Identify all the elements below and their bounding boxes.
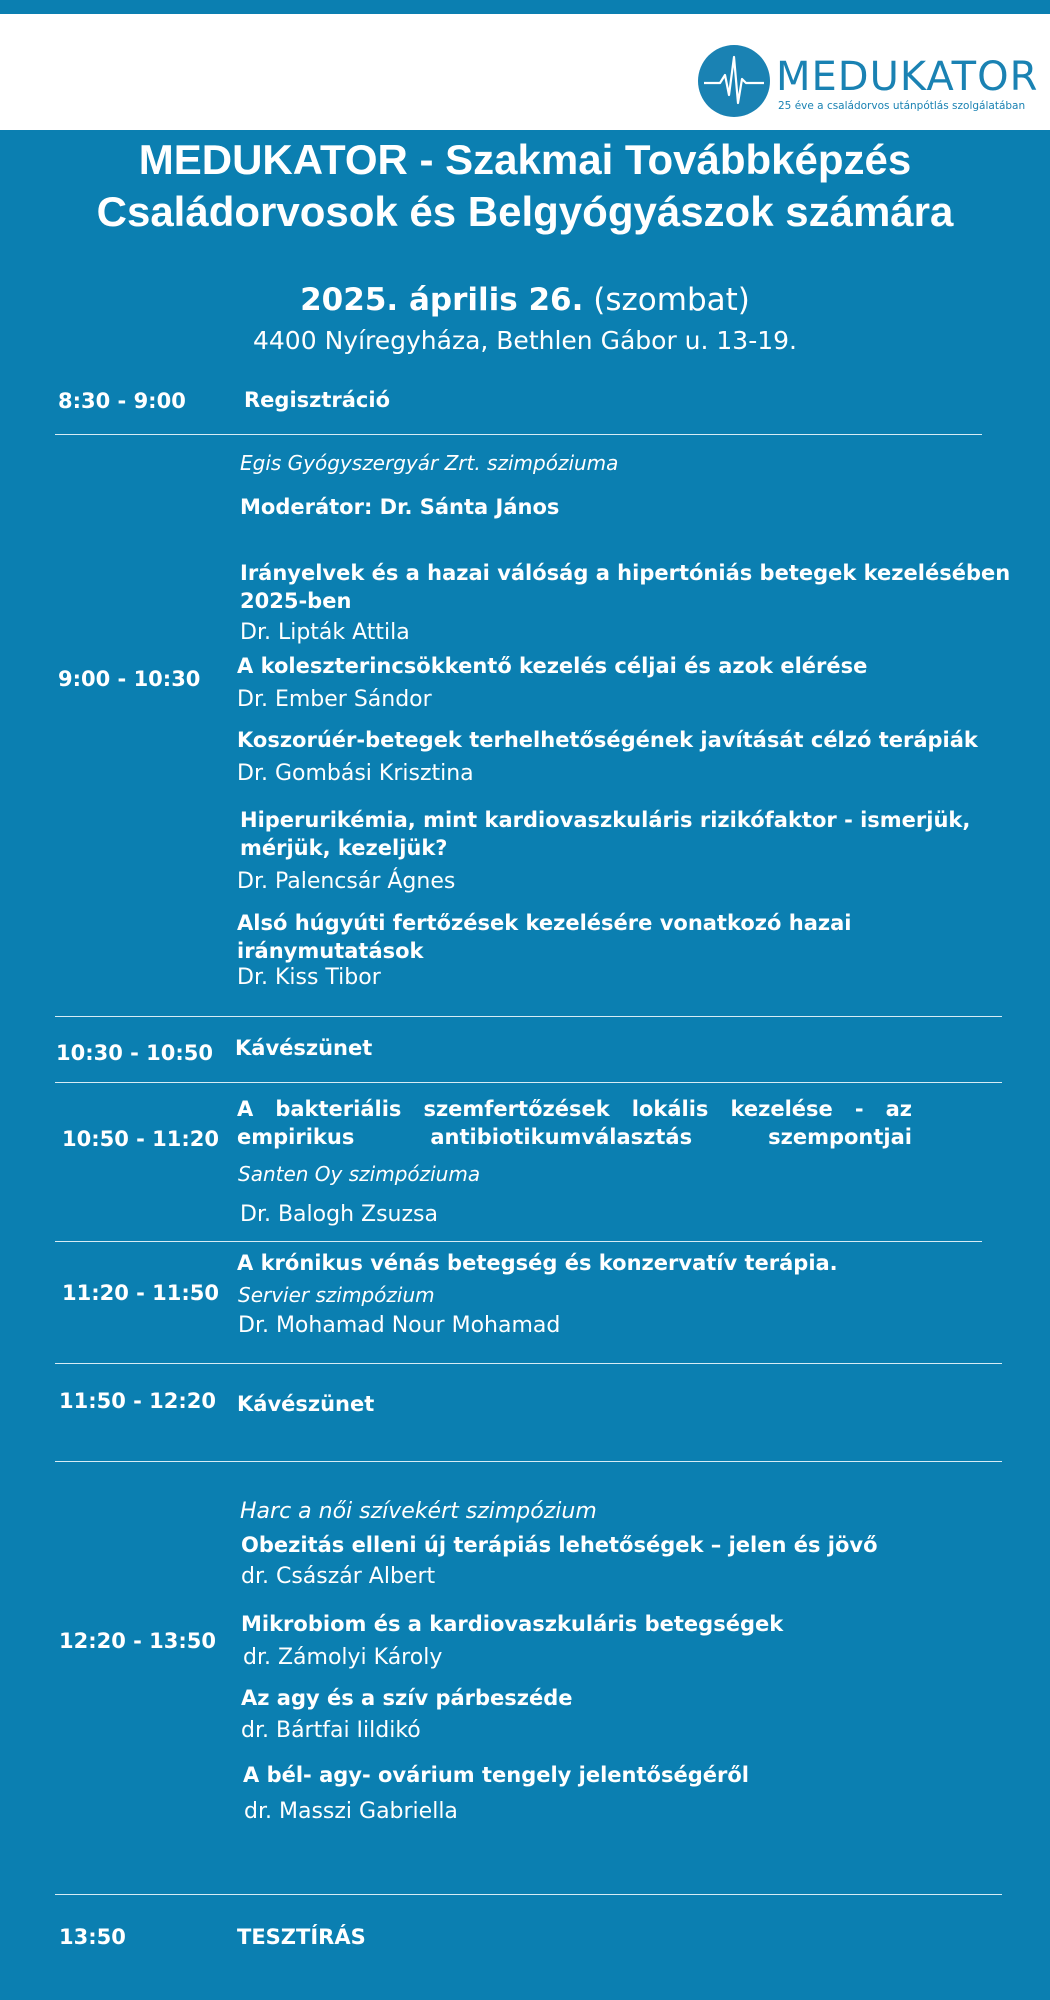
talk-title: Alsó húgyúti fertőzések kezelésére vonatkozó hazai iránymutatások: [237, 911, 852, 963]
speaker: dr. Bártfai Iildikó: [241, 1718, 421, 1743]
agenda-item: Regisztráció: [244, 388, 391, 412]
time-slot: 13:50: [59, 1925, 126, 1949]
time-slot: 11:20 - 11:50: [62, 1281, 220, 1305]
event-weekday: (szombat): [593, 282, 750, 318]
talk-title: A bél- agy- ovárium tengely jelentőségéről: [243, 1763, 749, 1787]
time-slot: 10:30 - 10:50: [56, 1041, 214, 1065]
speaker: Dr. Lipták Attila: [240, 620, 410, 645]
talk-title: Obezitás elleni új terápiás lehetőségek – jelen és jövő: [241, 1533, 878, 1557]
divider: [55, 1082, 1002, 1083]
title-line-1: MEDUKATOR - Szakmai Továbbképzés: [138, 136, 912, 183]
time-slot: 12:20 - 13:50: [59, 1629, 217, 1653]
agenda-item: Kávészünet: [235, 1036, 373, 1060]
speaker: Dr. Kiss Tibor: [237, 965, 381, 990]
time-slot: 10:50 - 11:20: [62, 1127, 220, 1151]
top-accent-bar: [0, 0, 1050, 14]
divider: [55, 1461, 1002, 1462]
logo-tagline: 25 éve a családorvos utánpótlás szolgálatában: [778, 100, 1026, 112]
speaker: Dr. Gombási Krisztina: [237, 761, 474, 786]
agenda-item: Kávészünet: [237, 1392, 375, 1416]
talk-title: Irányelvek és a hazai válóság a hipertóniás betegek kezelésében 2025-ben: [240, 561, 1011, 613]
speaker: Dr. Palencsár Ágnes: [237, 869, 456, 894]
talk-title: Koszorúér-betegek terhelhetőségének javítását célzó terápiák: [237, 728, 978, 752]
talk-title: Az agy és a szív párbeszéde: [241, 1686, 573, 1710]
speaker: dr. Császár Albert: [241, 1564, 436, 1589]
talk-title: A krónikus vénás betegség és konzervatív terápia.: [237, 1251, 838, 1275]
time-slot: 11:50 - 12:20: [59, 1389, 217, 1413]
talk-title: A koleszterincsökkentő kezelés céljai és azok elérése: [237, 654, 868, 678]
speaker: Dr. Ember Sándor: [237, 687, 432, 712]
speaker: dr. Zámolyi Károly: [243, 1645, 443, 1670]
event-address: 4400 Nyíregyháza, Bethlen Gábor u. 13-19.: [253, 326, 797, 355]
logo-name: MEDUKATOR: [776, 54, 1039, 100]
medukator-logo: [698, 30, 1038, 114]
speaker: dr. Masszi Gabriella: [244, 1799, 458, 1824]
heartbeat-icon: [698, 45, 770, 117]
symposium-label: Egis Gyógyszergyár Zrt. szimpóziuma: [240, 451, 619, 475]
divider: [55, 1241, 982, 1242]
talk-title: A bakteriális szemfertőzések lokális kezelése - az empirikus antibiotikumválasztás szempontjai: [237, 1097, 912, 1149]
symposium-label: Santen Oy szimpóziuma: [238, 1162, 481, 1186]
divider: [55, 1894, 1002, 1895]
symposium-label: Harc a női szívekért szimpózium: [240, 1499, 597, 1524]
time-slot: 8:30 - 9:00: [58, 389, 186, 413]
event-date: [0, 282, 1050, 318]
talk-title: Hiperurikémia, mint kardiovaszkuláris rizikófaktor - ismerjük, mérjük, kezeljük?: [240, 808, 971, 860]
divider: [55, 1363, 1002, 1364]
divider: [55, 1016, 1002, 1017]
time-slot: 9:00 - 10:30: [58, 667, 201, 691]
moderator: Moderátor: Dr. Sánta János: [240, 495, 560, 519]
title-line-2: Családorvosok és Belgyógyászok számára: [96, 188, 954, 235]
event-date-bold: 2025. április 26.: [300, 282, 584, 318]
talk-title: Mikrobiom és a kardiovaszkuláris betegségek: [241, 1612, 784, 1636]
page-title: [0, 134, 1050, 238]
speaker: Dr. Balogh Zsuzsa: [240, 1202, 438, 1227]
agenda-item: TESZTÍRÁS: [237, 1925, 366, 1949]
divider: [55, 434, 982, 435]
symposium-label: Servier szimpózium: [238, 1283, 435, 1307]
header-bar: [0, 14, 1050, 130]
speaker: Dr. Mohamad Nour Mohamad: [238, 1313, 561, 1338]
